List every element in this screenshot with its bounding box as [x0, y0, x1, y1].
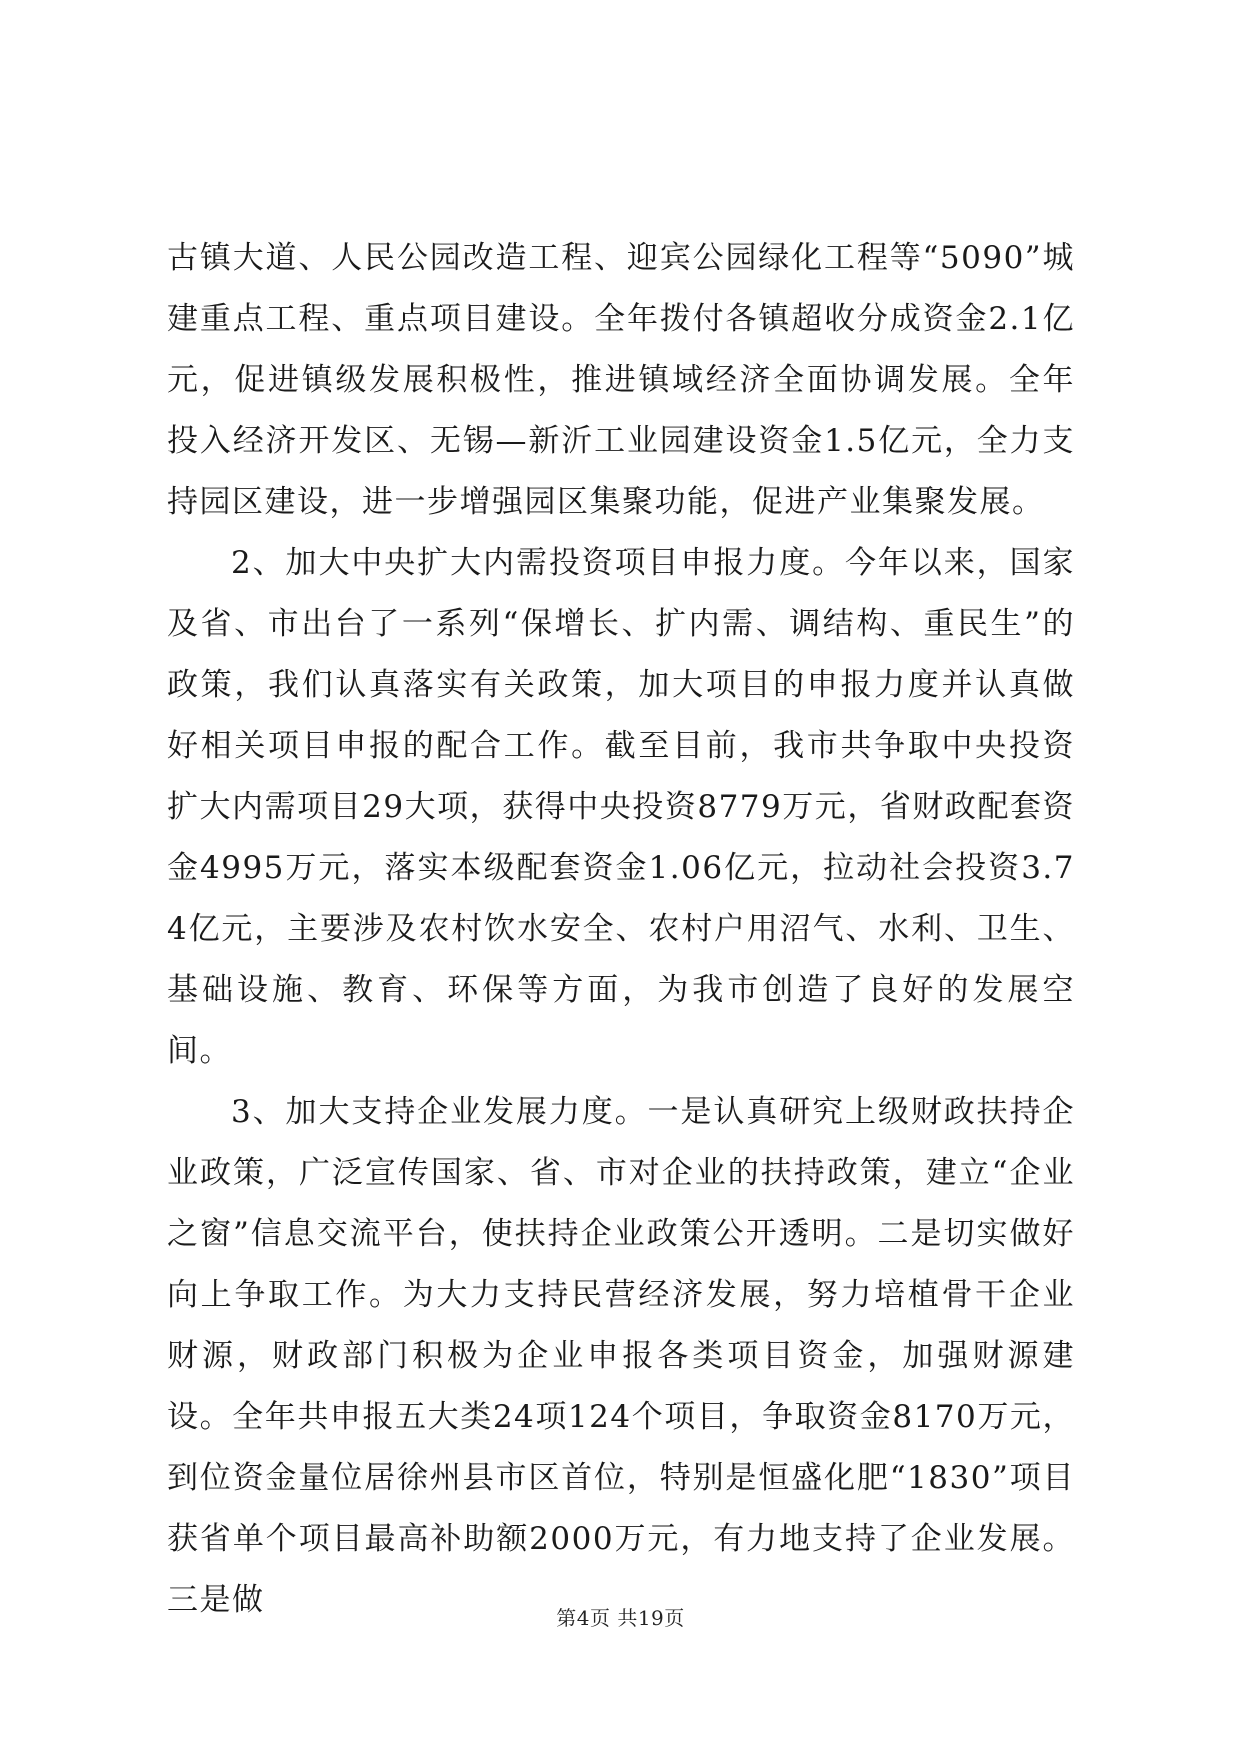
- document-body: [167, 228, 1075, 1631]
- page-number-footer: 第4页 共19页: [556, 1606, 685, 1630]
- paragraph-continuation: 古镇大道、人民公园改造工程、迎宾公园绿化工程等“5090”城建重点工程、重点项目建设。全年拨付各镇超收分成资金2.1亿元，促进镇级发展积极性，推进镇域经济全面协调发展。全年投入经济开发区、无锡—新沂工业园建设资金1.5亿元，全力支持园区建设，进一步增强园区集聚功能，促进产业集聚发展。: [167, 240, 1075, 520]
- paragraph-item-2: 2、加大中央扩大内需投资项目申报力度。今年以来，国家及省、市出台了一系列“保增长、扩内需、调结构、重民生”的政策，我们认真落实有关政策，加大项目的申报力度并认真做好相关项目申报的配合工作。截至目前，我市共争取中央投资扩大内需项目29大项，获得中央投资8779万元，省财政配套资金4995万元，落实本级配套资金1.06亿元，拉动社会投资3.74亿元，主要涉及农村饮水安全、农村户用沼气、水利、卫生、基础设施、教育、环保等方面，为我市创造了良好的发展空间。: [167, 545, 1075, 1069]
- paragraph-item-3: 3、加大支持企业发展力度。一是认真研究上级财政扶持企业政策，广泛宣传国家、省、市对企业的扶持政策，建立“企业之窗”信息交流平台，使扶持企业政策公开透明。二是切实做好向上争取工作。为大力支持民营经济发展，努力培植骨干企业财源，财政部门积极为企业申报各类项目资金，加强财源建设。全年共申报五大类24项124个项目，争取资金8170万元，到位资金量位居徐州县市区首位，特别是恒盛化肥“1830”项目获省单个项目最高补助额2000万元，有力地支持了企业发展。三是做: [167, 1094, 1075, 1618]
